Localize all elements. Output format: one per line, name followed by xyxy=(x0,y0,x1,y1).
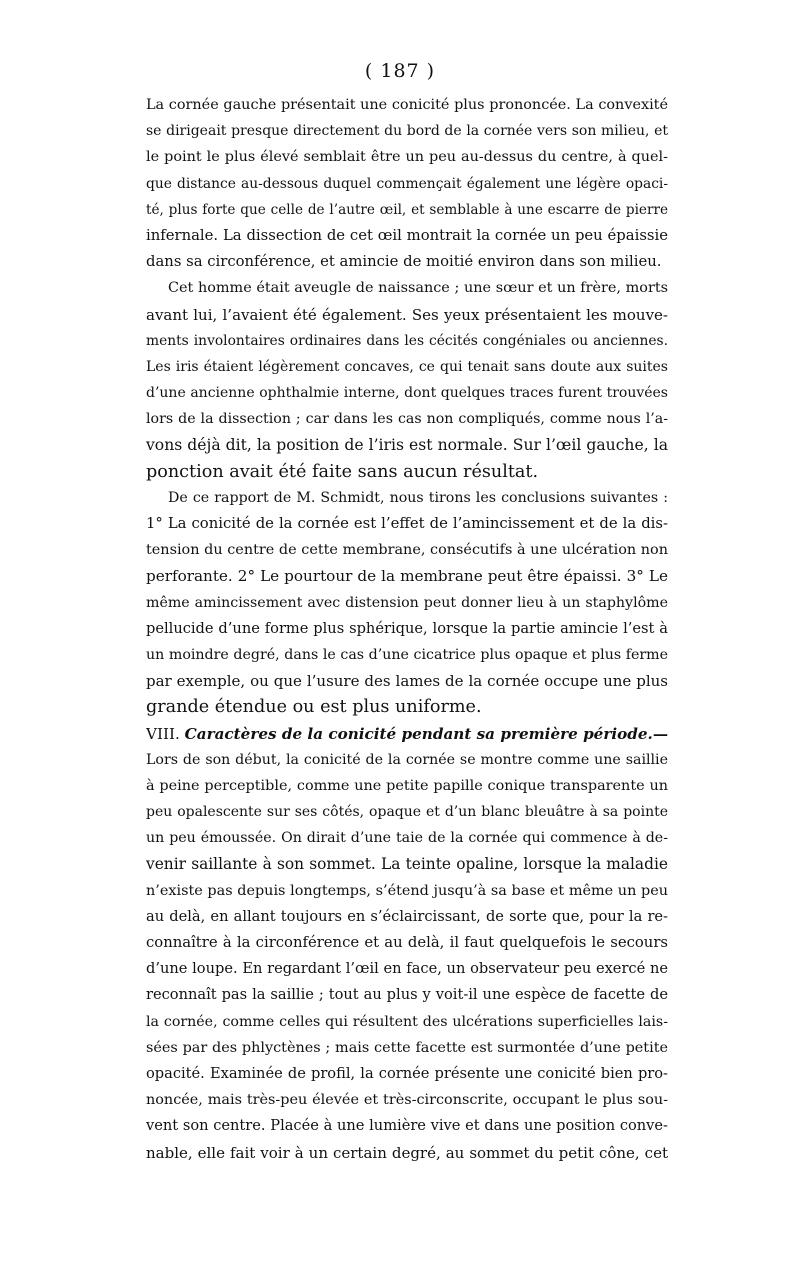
text-line: té, plus forte que celle de l’autre œil, et semblable à une escarre de pierre xyxy=(146,201,668,218)
section-number: VIII. xyxy=(146,724,180,743)
text-line: même amincissement avec distension peut donner lieu à un staphylôme xyxy=(146,594,668,611)
paragraph-1 xyxy=(146,92,668,275)
text-line: 1° La conicité de la cornée est l’effet de l’amincissement et de la dis- xyxy=(146,515,668,532)
text-line: d’une ancienne ophthalmie interne, dont quelques traces furent trouvées xyxy=(146,385,668,402)
text-line: La cornée gauche présentait une conicité plus prononcée. La convexité xyxy=(146,97,668,113)
text-line: dans sa circonférence, et amincie de moitié environ dans son milieu. xyxy=(146,253,662,271)
text-line: ments involontaires ordinaires dans les cécités congéniales ou anciennes. xyxy=(146,332,668,349)
paragraph-2 xyxy=(146,275,668,485)
text-line: un moindre degré, dans le cas d’une cicatrice plus opaque et plus ferme xyxy=(146,646,668,663)
paragraph-3 xyxy=(146,485,668,721)
text-line: Les iris étaient légèrement concaves, ce qui tenait sans doute aux suites xyxy=(146,358,668,375)
text-line: noncée, mais très-peu élevée et très-circonscrite, occupant le plus sou- xyxy=(146,1092,668,1109)
text-line: peu opalescente sur ses côtés, opaque et d’un blanc bleuâtre à sa pointe xyxy=(146,804,668,821)
text-line: connaître à la circonférence et au delà, il faut quelquefois le secours xyxy=(146,934,668,951)
page-number: ( 187 ) xyxy=(364,60,436,82)
text-line: De ce rapport de M. Schmidt, nous tirons les conclusions suivantes : xyxy=(168,489,668,506)
text-line: par exemple, ou que l’usure des lames de la cornée occupe une plus xyxy=(146,672,668,691)
text-line: Cet homme était aveugle de naissance ; une sœur et un frère, morts xyxy=(168,280,668,297)
text-line: la cornée, comme celles qui résultent des ulcérations superficielles lais- xyxy=(146,1013,668,1030)
text-line: venir saillante à son sommet. La teinte opaline, lorsque la maladie xyxy=(146,855,668,874)
text-line: au delà, en allant toujours en s’éclaircissant, de sorte que, pour la re- xyxy=(146,907,668,925)
text-line: tension du centre de cette membrane, consécutifs à une ulcération non xyxy=(146,542,668,559)
text-line: vent son centre. Placée à une lumière vive et dans une position conve- xyxy=(146,1117,668,1135)
text-line: le point le plus élevé semblait être un peu au-dessus du centre, à quel- xyxy=(146,149,668,166)
text-line: grande étendue ou est plus uniforme. xyxy=(146,697,482,718)
text-line: d’une loupe. En regardant l’œil en face, un observateur peu exercé ne xyxy=(146,960,668,978)
text-line: avant lui, l’avaient été également. Ses yeux présentaient les mouve- xyxy=(146,305,668,324)
text-line: sées par des phlyctènes ; mais cette facette est surmontée d’une petite xyxy=(146,1039,668,1056)
text-line: infernale. La dissection de cet œil montrait la cornée un peu épaissie xyxy=(146,226,668,244)
text-line: se dirigeait presque directement du bord de la cornée vers son milieu, et xyxy=(146,123,668,140)
section-title: Caractères de la conicité pendant sa première période. xyxy=(184,724,653,743)
text-line: lors de la dissection ; car dans les cas non compliqués, comme nous l’a- xyxy=(146,411,668,428)
text-line: pellucide d’une forme plus sphérique, lorsque la partie amincie l’est à xyxy=(146,619,668,637)
text-line: n’existe pas depuis longtemps, s’étend jusqu’à sa base et même un peu xyxy=(146,882,668,899)
text-line: reconnaît pas la saillie ; tout au plus y voit-il une espèce de facette de xyxy=(146,986,668,1004)
text-line: vons déjà dit, la position de l’iris est normale. Sur l’œil gauche, la xyxy=(146,436,668,455)
text-line: perforante. 2° Le pourtour de la membrane peut être épaissi. 3° Le xyxy=(146,567,668,586)
body-text xyxy=(146,92,668,1166)
section-viii xyxy=(146,721,668,1166)
text-line: nable, elle fait voir à un certain degré, au sommet du petit cône, cet xyxy=(146,1143,668,1162)
text-line: un peu émoussée. On dirait d’une taie de la cornée qui commence à de- xyxy=(146,830,668,847)
text-line: à peine perceptible, comme une petite papille conique transparente un xyxy=(146,777,668,794)
text-line: Lors de son début, la conicité de la cornée se montre comme une saillie xyxy=(146,751,668,768)
text-line: que distance au-dessous duquel commençait également une légère opaci- xyxy=(146,175,668,192)
section-heading xyxy=(146,721,668,747)
text-line: ponction avait été faite sans aucun résultat. xyxy=(146,461,539,482)
section-dash: — xyxy=(652,724,668,743)
text-line: opacité. Examinée de profil, la cornée présente une conicité bien pro- xyxy=(146,1064,668,1082)
